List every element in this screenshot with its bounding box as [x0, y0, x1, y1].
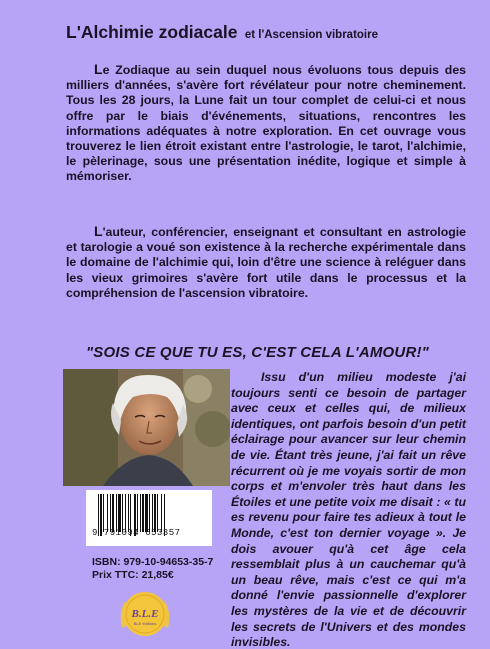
p1-initial: L	[94, 61, 103, 77]
barcode-bar	[142, 494, 144, 532]
isbn-block	[92, 556, 213, 582]
barcode-bar	[145, 494, 148, 532]
barcode-bar	[112, 494, 114, 532]
barcode-bars	[92, 494, 206, 532]
p2-text: 'auteur, conférencier, enseignant et consultant en astrologie et tarologie a voué son existence à la recherche expérimentale dans le domaine de l'alchimie qui, loin d'être une science à reléguer dans les vieux grimoires s'avère fort utile dans le processus et la compréhension de l'ascension vibratoire.	[66, 225, 466, 300]
bio-text: Issu d'un milieu modeste j'ai toujours senti ce besoin de partager avec ceux et celles qui, de milieux identiques, ont parfois besoin d'un petit éclairage pour avancer sur leur chemin de vie. Étant très jeune, j'ai fait un rêve récurrent où je me voyais sortir de mon corps et m'envoler très haut dans les Étoiles et une petite voix me disait : « tu es revenu pour faire tes adieux à tout le Monde, c'est ton dernier voyage ». Je dois avouer qu'à cet âge cela ressemblait plus à un cauchemar qu'à un beau rêve, mais c'est ce qui m'a donné l'envie passionnelle d'explorer les mystères de la vie et de découvrir les secrets de l'Univers et des mondes invisibles.	[231, 370, 466, 649]
barcode-bar	[125, 494, 126, 532]
barcode-bar	[152, 494, 153, 532]
barcode-bar	[118, 494, 121, 532]
barcode-bar	[128, 494, 129, 532]
book-title	[66, 22, 378, 43]
p1-text: e Zodiaque au sein duquel nous évoluons tous depuis des milliers d'années, s'avère fort révélateur pour notre cheminement. Tous les 28 jours, la Lune fait un tour complet de celui-ci et nous offre par le biais d'événements, situations, rencontres les informations adéquates à notre exploration. En cet ouvrage vous trouverez le lien étroit existant entre l'astrologie, le tarot, l'alchimie, le pèlerinage, sous une présentation inédite, logique et simple à mémoriser.	[66, 63, 466, 184]
svg-text:B.L.E: B.L.E	[131, 608, 159, 620]
barcode-bar	[157, 494, 158, 532]
author-photo	[63, 369, 230, 486]
barcode-bar	[103, 494, 104, 532]
barcode-bar	[140, 494, 141, 532]
title-main: L'Alchimie zodiacale	[66, 22, 238, 42]
barcode-bar	[137, 494, 138, 532]
author-bio	[231, 370, 466, 649]
barcode-bar	[116, 494, 117, 532]
barcode-bar	[161, 494, 162, 532]
barcode-bar	[122, 494, 123, 532]
title-sub: et l'Ascension vibratoire	[244, 29, 378, 41]
quote-line: "SOIS CE QUE TU ES, C'EST CELA L'AMOUR!"	[86, 344, 429, 361]
price: Prix TTC: 21,85€	[92, 569, 174, 581]
barcode-bar	[154, 494, 156, 532]
isbn-barcode	[86, 490, 212, 546]
publisher-logo	[116, 588, 174, 640]
p2-initial: L	[94, 223, 103, 239]
barcode-bar	[110, 494, 111, 532]
isbn-number: ISBN: 979-10-94653-35-7	[92, 556, 214, 568]
svg-text:BLE éditions: BLE éditions	[133, 621, 157, 626]
barcode-bar	[107, 494, 108, 532]
intro-paragraph	[66, 62, 466, 185]
barcode-bar	[149, 494, 150, 532]
barcode-digits: 9 791094 653357	[92, 528, 181, 538]
author-paragraph	[66, 224, 466, 301]
